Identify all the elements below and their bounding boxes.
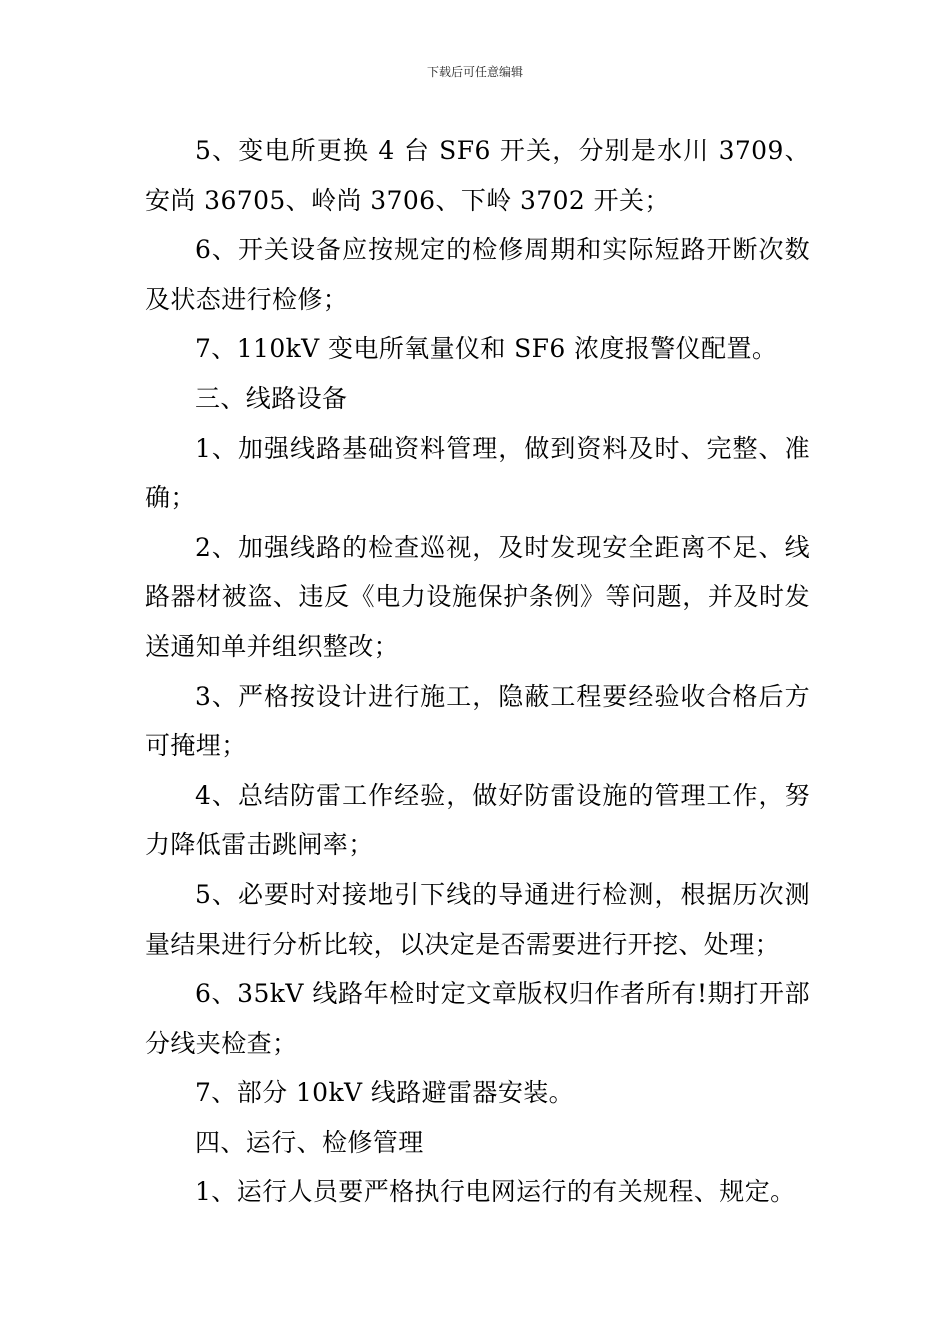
paragraph-line-item-4: 4、总结防雷工作经验，做好防雷设施的管理工作，努力降低雷击跳闸率；: [145, 780, 810, 860]
document-body: [145, 126, 810, 1217]
paragraph-item-5-switch-replacement: 5、变电所更换 4 台 SF6 开关，分别是水川 3709、安尚 36705、岭尚 3706、下岭 3702 开关；: [145, 136, 810, 215]
paragraph-item-6-maintenance-cycle: 6、开关设备应按规定的检修周期和实际短路开断次数及状态进行检修；: [145, 235, 810, 314]
paragraph-line-item-7: 7、部分 10kV 线路避雷器安装。: [195, 1078, 575, 1108]
paragraph-operation-item-1: 1、运行人员要严格执行电网运行的有关规程、规定。: [195, 1177, 796, 1207]
section-heading-operation-management: 四、运行、检修管理: [195, 1127, 424, 1157]
paragraph-line-item-3: 3、严格按设计进行施工，隐蔽工程要经验收合格后方可掩埋；: [145, 681, 810, 761]
section-heading-line-equipment: 三、线路设备: [195, 383, 348, 413]
paragraph-line-item-5: 5、必要时对接地引下线的导通进行检测，根据历次测量结果进行分析比较，以决定是否需要进行开挖、处理；: [145, 879, 810, 959]
page-header-note: 下载后可任意编辑: [426, 65, 523, 79]
paragraph-line-item-2: 2、加强线路的检查巡视，及时发现安全距离不足、线路器材被盗、违反《电力设施保护条例》等问题，并及时发送通知单并组织整改；: [145, 532, 810, 661]
paragraph-line-item-6: 6、35kV 线路年检时定文章版权归作者所有!期打开部分线夹检查；: [145, 979, 810, 1058]
paragraph-item-7-oxygen-meter: 7、110kV 变电所氧量仪和 SF6 浓度报警仪配置。: [195, 334, 778, 364]
paragraph-line-item-1: 1、加强线路基础资料管理，做到资料及时、完整、准确；: [145, 433, 810, 513]
